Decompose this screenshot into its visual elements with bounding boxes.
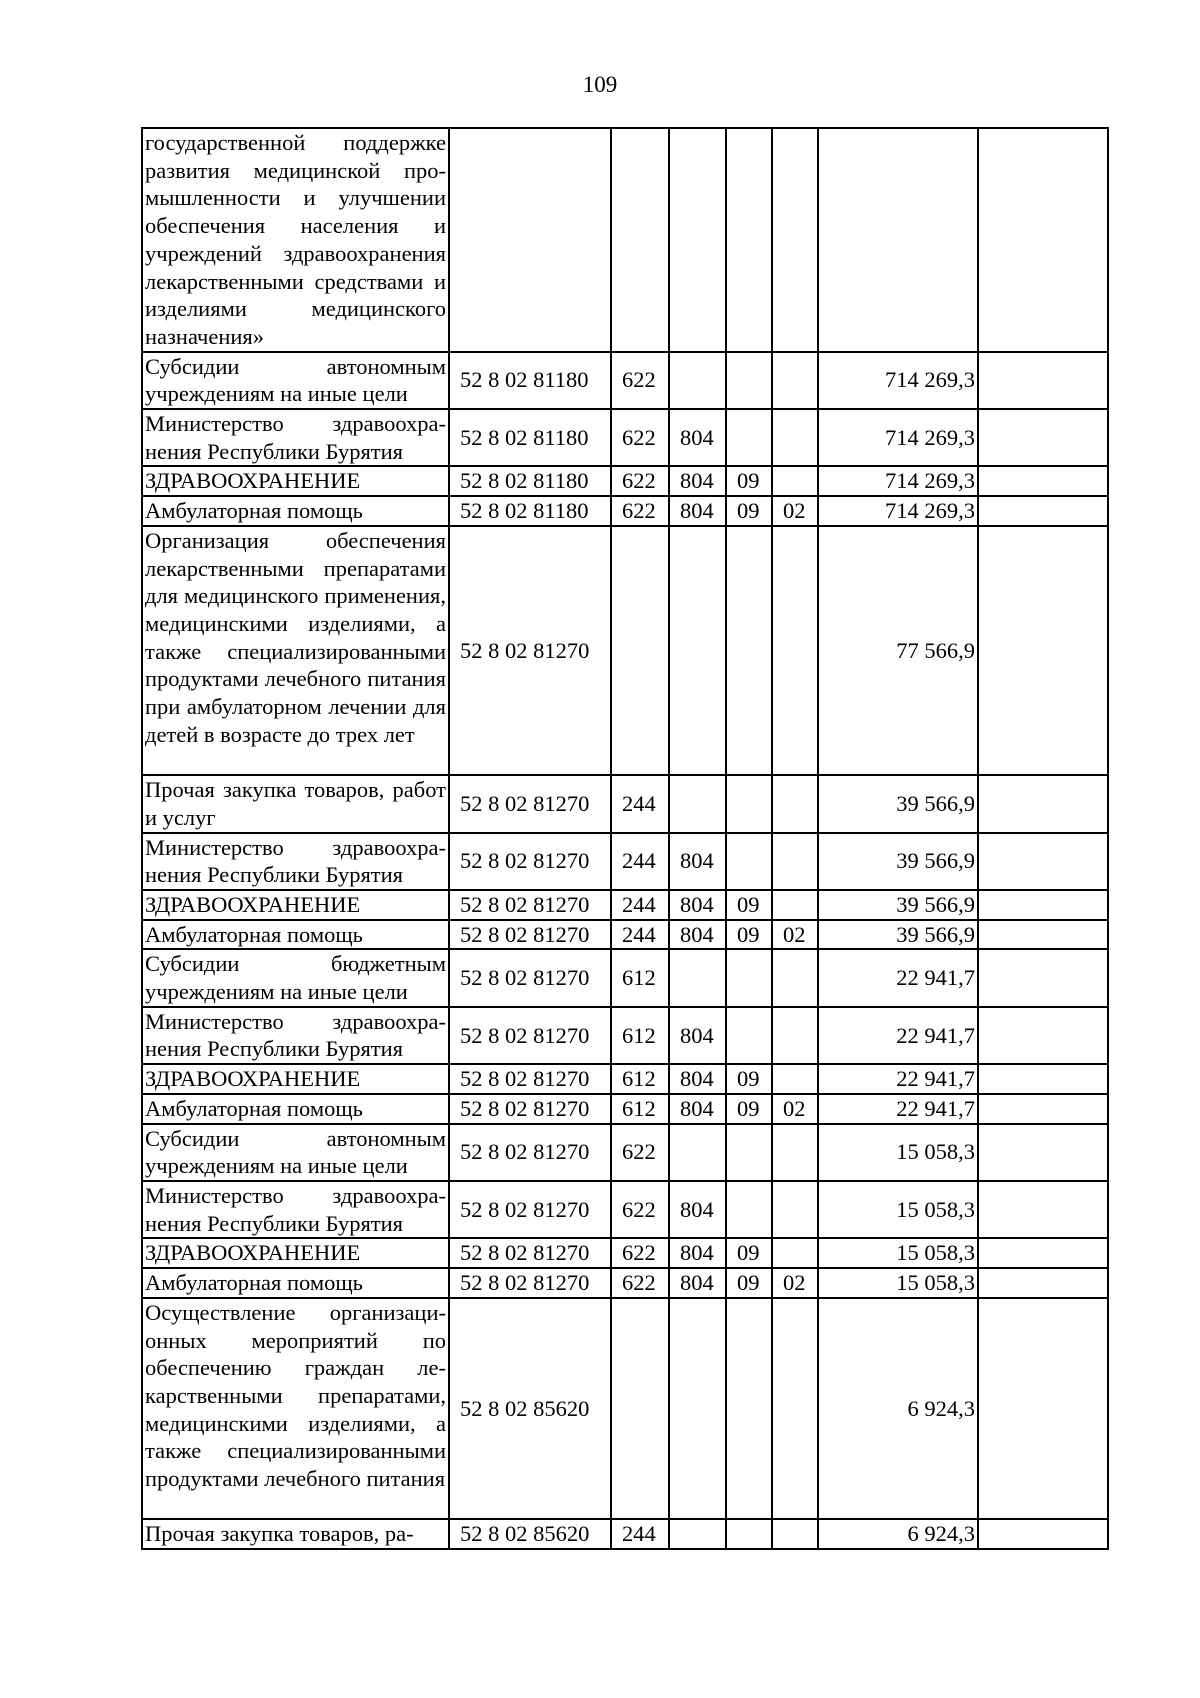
- administrator-code-cell: 804: [669, 409, 726, 466]
- section-code-cell: 09: [726, 1064, 772, 1094]
- subsection-code-cell: 02: [772, 920, 818, 950]
- row-name-cell: Организация обеспечения лекарственными препаратами для медицинского применения, медицинскими изделиями, а также специализированными продуктами лечебного питания при амбулаторном лечении для детей в возрасте до трех лет: [142, 526, 449, 775]
- expense-type-code-cell: 622: [611, 496, 669, 526]
- administrator-code-cell: [669, 352, 726, 409]
- administrator-code-cell: [669, 526, 726, 775]
- table-row: [142, 1268, 1108, 1298]
- section-code-cell: [726, 1298, 772, 1520]
- empty-cell: [978, 526, 1108, 775]
- amount-cell: 15 058,3: [818, 1238, 978, 1268]
- table-row: [142, 352, 1108, 409]
- expense-type-code-cell: [611, 1298, 669, 1520]
- table-row: [142, 949, 1108, 1006]
- subsection-code-cell: 02: [772, 1094, 818, 1124]
- administrator-code-cell: 804: [669, 890, 726, 920]
- empty-cell: [978, 920, 1108, 950]
- empty-cell: [978, 1064, 1108, 1094]
- expense-type-code-cell: 622: [611, 1268, 669, 1298]
- administrator-code-cell: [669, 128, 726, 352]
- expense-type-code-cell: 622: [611, 1124, 669, 1181]
- target-article-code-cell: 52 8 02 81270: [449, 833, 611, 890]
- expense-type-code-cell: 622: [611, 1181, 669, 1238]
- section-code-cell: 09: [726, 1094, 772, 1124]
- administrator-code-cell: 804: [669, 466, 726, 496]
- expense-type-code-cell: 244: [611, 920, 669, 950]
- section-code-cell: [726, 352, 772, 409]
- empty-cell: [978, 1181, 1108, 1238]
- section-code-cell: [726, 1181, 772, 1238]
- expense-type-code-cell: 622: [611, 466, 669, 496]
- expense-type-code-cell: [611, 128, 669, 352]
- expense-type-code-cell: 622: [611, 352, 669, 409]
- empty-cell: [978, 833, 1108, 890]
- subsection-code-cell: [772, 1007, 818, 1064]
- table-row: [142, 128, 1108, 352]
- table-row: [142, 890, 1108, 920]
- amount-cell: 714 269,3: [818, 409, 978, 466]
- row-name-cell: ЗДРАВООХРАНЕНИЕ: [142, 890, 449, 920]
- amount-cell: 39 566,9: [818, 890, 978, 920]
- empty-cell: [978, 1519, 1108, 1549]
- empty-cell: [978, 1124, 1108, 1181]
- empty-cell: [978, 1238, 1108, 1268]
- administrator-code-cell: 804: [669, 1181, 726, 1238]
- subsection-code-cell: [772, 833, 818, 890]
- budget-table: [141, 127, 1109, 1550]
- amount-cell: 22 941,7: [818, 949, 978, 1006]
- section-code-cell: [726, 949, 772, 1006]
- expense-type-code-cell: 244: [611, 833, 669, 890]
- administrator-code-cell: 804: [669, 1268, 726, 1298]
- subsection-code-cell: [772, 1124, 818, 1181]
- amount-cell: 15 058,3: [818, 1181, 978, 1238]
- administrator-code-cell: 804: [669, 1238, 726, 1268]
- row-name-cell: Субсидии бюджетным учреждениям на иные цели: [142, 949, 449, 1006]
- target-article-code-cell: 52 8 02 81270: [449, 949, 611, 1006]
- section-code-cell: [726, 775, 772, 832]
- subsection-code-cell: [772, 949, 818, 1006]
- administrator-code-cell: 804: [669, 833, 726, 890]
- subsection-code-cell: [772, 352, 818, 409]
- target-article-code-cell: 52 8 02 81270: [449, 1094, 611, 1124]
- table-row: [142, 1298, 1108, 1520]
- row-name-cell: государственной поддержке развития медицинской промышленности и улучшении обеспечения населения и учреждений здравоохранения лекарственными средствами и изделиями медицинского назначения»: [142, 128, 449, 352]
- table-row: [142, 1064, 1108, 1094]
- section-code-cell: [726, 833, 772, 890]
- amount-cell: 39 566,9: [818, 775, 978, 832]
- table-row: [142, 1007, 1108, 1064]
- empty-cell: [978, 466, 1108, 496]
- expense-type-code-cell: 244: [611, 890, 669, 920]
- empty-cell: [978, 1007, 1108, 1064]
- subsection-code-cell: [772, 526, 818, 775]
- target-article-code-cell: 52 8 02 81270: [449, 775, 611, 832]
- subsection-code-cell: [772, 1064, 818, 1094]
- subsection-code-cell: 02: [772, 1268, 818, 1298]
- row-name-cell: Субсидии автономным учреждениям на иные цели: [142, 352, 449, 409]
- row-name-cell: Амбулаторная помощь: [142, 1268, 449, 1298]
- empty-cell: [978, 890, 1108, 920]
- target-article-code-cell: 52 8 02 81180: [449, 409, 611, 466]
- subsection-code-cell: [772, 1519, 818, 1549]
- section-code-cell: 09: [726, 1238, 772, 1268]
- target-article-code-cell: 52 8 02 85620: [449, 1298, 611, 1520]
- administrator-code-cell: [669, 775, 726, 832]
- table-row: [142, 1124, 1108, 1181]
- row-name-cell: Амбулаторная помощь: [142, 920, 449, 950]
- row-name-cell: Амбулаторная помощь: [142, 496, 449, 526]
- table-row: [142, 1181, 1108, 1238]
- subsection-code-cell: [772, 1238, 818, 1268]
- amount-cell: [818, 128, 978, 352]
- amount-cell: 15 058,3: [818, 1268, 978, 1298]
- section-code-cell: 09: [726, 496, 772, 526]
- table-row: [142, 466, 1108, 496]
- empty-cell: [978, 1094, 1108, 1124]
- table-row: [142, 526, 1108, 775]
- section-code-cell: 09: [726, 920, 772, 950]
- expense-type-code-cell: 612: [611, 1094, 669, 1124]
- section-code-cell: [726, 1124, 772, 1181]
- section-code-cell: [726, 1007, 772, 1064]
- target-article-code-cell: 52 8 02 81270: [449, 1181, 611, 1238]
- amount-cell: 22 941,7: [818, 1007, 978, 1064]
- section-code-cell: 09: [726, 1268, 772, 1298]
- target-article-code-cell: 52 8 02 81270: [449, 526, 611, 775]
- expense-type-code-cell: 244: [611, 1519, 669, 1549]
- administrator-code-cell: [669, 949, 726, 1006]
- section-code-cell: [726, 409, 772, 466]
- table-row: [142, 1238, 1108, 1268]
- amount-cell: 39 566,9: [818, 833, 978, 890]
- section-code-cell: [726, 128, 772, 352]
- row-name-cell: Министерство здравоохранения Республики Бурятия: [142, 1181, 449, 1238]
- row-name-cell: ЗДРАВООХРАНЕНИЕ: [142, 1238, 449, 1268]
- page-number: 109: [582, 72, 618, 97]
- administrator-code-cell: 804: [669, 1064, 726, 1094]
- expense-type-code-cell: 612: [611, 1064, 669, 1094]
- subsection-code-cell: [772, 128, 818, 352]
- subsection-code-cell: [772, 409, 818, 466]
- amount-cell: 22 941,7: [818, 1064, 978, 1094]
- table-row: [142, 496, 1108, 526]
- subsection-code-cell: [772, 1181, 818, 1238]
- target-article-code-cell: 52 8 02 81180: [449, 466, 611, 496]
- row-name-cell: Осуществление организационных мероприятий по обеспечению граждан лекарственными препаратами, медицинскими изделиями, а также специализированными продуктами лечебного питания: [142, 1298, 449, 1520]
- empty-cell: [978, 128, 1108, 352]
- amount-cell: 714 269,3: [818, 352, 978, 409]
- target-article-code-cell: 52 8 02 85620: [449, 1519, 611, 1549]
- target-article-code-cell: 52 8 02 81270: [449, 920, 611, 950]
- expense-type-code-cell: [611, 526, 669, 775]
- empty-cell: [978, 1298, 1108, 1520]
- row-name-cell: Министерство здравоохранения Республики Бурятия: [142, 833, 449, 890]
- empty-cell: [978, 775, 1108, 832]
- amount-cell: 22 941,7: [818, 1094, 978, 1124]
- empty-cell: [978, 1268, 1108, 1298]
- row-name-cell: Министерство здравоохранения Республики Бурятия: [142, 1007, 449, 1064]
- subsection-code-cell: [772, 1298, 818, 1520]
- table-row: [142, 1094, 1108, 1124]
- empty-cell: [978, 409, 1108, 466]
- empty-cell: [978, 352, 1108, 409]
- expense-type-code-cell: 622: [611, 409, 669, 466]
- table-row: [142, 775, 1108, 832]
- amount-cell: 714 269,3: [818, 466, 978, 496]
- row-name-cell: Министерство здравоохранения Республики Бурятия: [142, 409, 449, 466]
- administrator-code-cell: [669, 1519, 726, 1549]
- target-article-code-cell: 52 8 02 81270: [449, 1268, 611, 1298]
- row-name-cell: Прочая закупка товаров, ра-: [142, 1519, 449, 1549]
- amount-cell: 77 566,9: [818, 526, 978, 775]
- table-row: [142, 920, 1108, 950]
- expense-type-code-cell: 612: [611, 949, 669, 1006]
- amount-cell: 6 924,3: [818, 1298, 978, 1520]
- row-name-cell: ЗДРАВООХРАНЕНИЕ: [142, 1064, 449, 1094]
- empty-cell: [978, 496, 1108, 526]
- subsection-code-cell: [772, 466, 818, 496]
- target-article-code-cell: 52 8 02 81180: [449, 352, 611, 409]
- section-code-cell: [726, 526, 772, 775]
- target-article-code-cell: [449, 128, 611, 352]
- amount-cell: 714 269,3: [818, 496, 978, 526]
- row-name-cell: Амбулаторная помощь: [142, 1094, 449, 1124]
- table-row: [142, 1519, 1108, 1549]
- expense-type-code-cell: 622: [611, 1238, 669, 1268]
- target-article-code-cell: 52 8 02 81270: [449, 1124, 611, 1181]
- target-article-code-cell: 52 8 02 81180: [449, 496, 611, 526]
- expense-type-code-cell: 244: [611, 775, 669, 832]
- administrator-code-cell: 804: [669, 496, 726, 526]
- table-body: [142, 128, 1108, 1549]
- target-article-code-cell: 52 8 02 81270: [449, 1064, 611, 1094]
- target-article-code-cell: 52 8 02 81270: [449, 890, 611, 920]
- amount-cell: 15 058,3: [818, 1124, 978, 1181]
- expense-type-code-cell: 612: [611, 1007, 669, 1064]
- amount-cell: 6 924,3: [818, 1519, 978, 1549]
- amount-cell: 39 566,9: [818, 920, 978, 950]
- row-name-cell: ЗДРАВООХРАНЕНИЕ: [142, 466, 449, 496]
- administrator-code-cell: 804: [669, 1094, 726, 1124]
- section-code-cell: [726, 1519, 772, 1549]
- administrator-code-cell: 804: [669, 1007, 726, 1064]
- subsection-code-cell: [772, 775, 818, 832]
- section-code-cell: 09: [726, 466, 772, 496]
- row-name-cell: Прочая закупка товаров, работ и услуг: [142, 775, 449, 832]
- section-code-cell: 09: [726, 890, 772, 920]
- target-article-code-cell: 52 8 02 81270: [449, 1007, 611, 1064]
- administrator-code-cell: [669, 1124, 726, 1181]
- administrator-code-cell: 804: [669, 920, 726, 950]
- target-article-code-cell: 52 8 02 81270: [449, 1238, 611, 1268]
- subsection-code-cell: 02: [772, 496, 818, 526]
- administrator-code-cell: [669, 1298, 726, 1520]
- table-row: [142, 833, 1108, 890]
- table-row: [142, 409, 1108, 466]
- subsection-code-cell: [772, 890, 818, 920]
- row-name-cell: Субсидии автономным учреждениям на иные цели: [142, 1124, 449, 1181]
- empty-cell: [978, 949, 1108, 1006]
